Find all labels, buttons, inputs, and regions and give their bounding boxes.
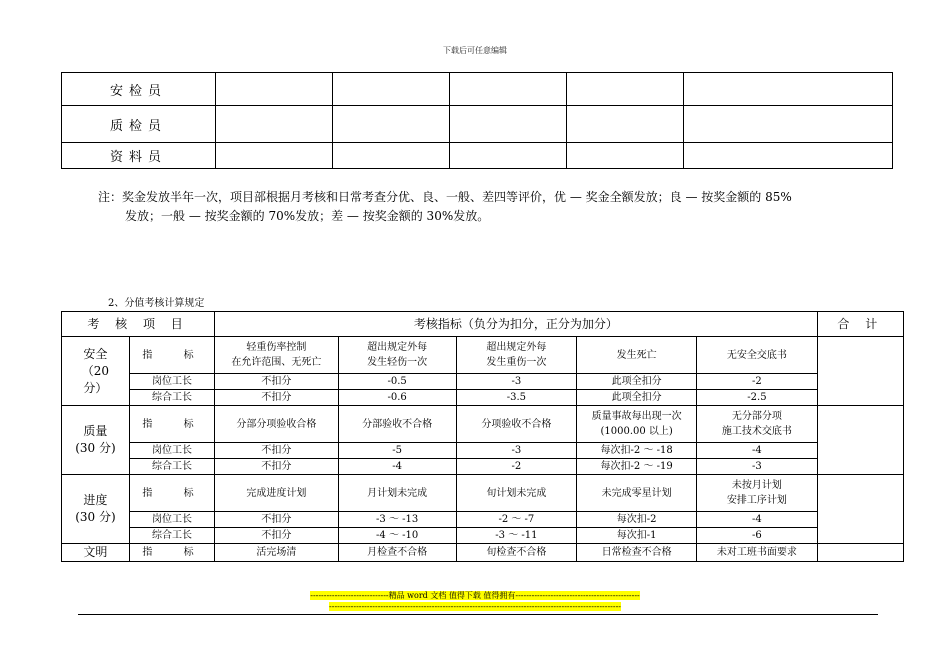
- footer-banner: [0, 591, 950, 601]
- indicator-cell: 超出规定外每 发生重伤一次: [456, 337, 576, 374]
- value-cell: -3: [456, 443, 576, 459]
- value-cell: 不扣分: [215, 512, 338, 528]
- empty-cell[interactable]: [333, 73, 450, 106]
- value-cell: 不扣分: [215, 528, 338, 544]
- total-cell[interactable]: [817, 544, 903, 562]
- empty-cell[interactable]: [216, 143, 333, 169]
- value-cell: -0.6: [338, 390, 456, 406]
- category-cell: 文明: [62, 544, 130, 562]
- header-total: 合 计: [817, 312, 903, 337]
- value-cell: 此项全扣分: [577, 390, 697, 406]
- value-cell: -3 ～ -11: [456, 528, 576, 544]
- indicator-cell: 未对工班书面要求: [697, 544, 817, 562]
- indicator-cell: 未完成零星计划: [577, 475, 697, 512]
- header-indicators: 考核指标（负分为扣分，正分为加分）: [215, 312, 817, 337]
- footer-text: -----------------------------精品 word 文档 值得下载 值得拥有----------------------------------------------: [310, 591, 640, 600]
- empty-cell[interactable]: [684, 143, 893, 169]
- value-cell: -6: [697, 528, 817, 544]
- indicator-cell: 无安全交底书: [697, 337, 817, 374]
- indicator-cell: 分部分项验收合格: [215, 406, 338, 443]
- empty-cell[interactable]: [450, 73, 567, 106]
- indicator-cell: 日常检查不合格: [577, 544, 697, 562]
- indicator-label: 指 标: [129, 475, 214, 512]
- empty-cell[interactable]: [684, 73, 893, 106]
- role-cell: 岗位工长: [129, 443, 214, 459]
- value-cell: 不扣分: [215, 443, 338, 459]
- header-item: 考 核 项 目: [62, 312, 215, 337]
- indicator-cell: 活完场清: [215, 544, 338, 562]
- section-title: 2、分值考核计算规定: [108, 298, 205, 309]
- value-cell: -3.5: [456, 390, 576, 406]
- value-cell: 不扣分: [215, 390, 338, 406]
- empty-cell[interactable]: [333, 143, 450, 169]
- indicator-label: 指 标: [129, 337, 214, 374]
- role-cell: 质检员: [62, 106, 216, 143]
- value-cell: 不扣分: [215, 374, 338, 390]
- empty-cell[interactable]: [216, 106, 333, 143]
- total-cell[interactable]: [817, 406, 903, 475]
- value-cell: 不扣分: [215, 459, 338, 475]
- empty-cell[interactable]: [567, 73, 684, 106]
- indicator-cell: 旬计划未完成: [456, 475, 576, 512]
- value-cell: -4 ～ -10: [338, 528, 456, 544]
- value-cell: -2.5: [697, 390, 817, 406]
- indicator-cell: 未按月计划 安排工序计划: [697, 475, 817, 512]
- indicator-cell: 超出规定外每 发生轻伤一次: [338, 337, 456, 374]
- roles-table: [61, 72, 893, 169]
- bonus-note: [98, 188, 888, 226]
- value-cell: -2: [697, 374, 817, 390]
- empty-cell[interactable]: [216, 73, 333, 106]
- value-cell: 每次扣-1: [577, 528, 697, 544]
- value-cell: -2: [456, 459, 576, 475]
- page-header: 下载后可任意编辑: [443, 46, 507, 55]
- empty-cell[interactable]: [450, 106, 567, 143]
- indicator-cell: 月检查不合格: [338, 544, 456, 562]
- scoring-table: [61, 311, 904, 562]
- value-cell: -0.5: [338, 374, 456, 390]
- indicator-cell: 轻重伤率控制 在允许范围、无死亡: [215, 337, 338, 374]
- footer-banner: [0, 602, 950, 612]
- value-cell: 每次扣-2 ～ -18: [577, 443, 697, 459]
- empty-cell[interactable]: [567, 106, 684, 143]
- indicator-label: 指 标: [129, 544, 214, 562]
- value-cell: 此项全扣分: [577, 374, 697, 390]
- role-cell: 综合工长: [129, 390, 214, 406]
- indicator-cell: 分项验收不合格: [456, 406, 576, 443]
- footer-divider: [78, 614, 878, 615]
- value-cell: 每次扣-2 ～ -19: [577, 459, 697, 475]
- empty-cell[interactable]: [684, 106, 893, 143]
- role-cell: 综合工长: [129, 528, 214, 544]
- value-cell: -2 ～ -7: [456, 512, 576, 528]
- indicator-cell: 分部验收不合格: [338, 406, 456, 443]
- value-cell: -3: [697, 459, 817, 475]
- indicator-cell: 无分部分项 施工技术交底书: [697, 406, 817, 443]
- indicator-cell: 月计划未完成: [338, 475, 456, 512]
- note-line: 注：奖金发放半年一次，项目部根据月考核和日常考查分优、良、一般、差四等评价，优 — 奖金全额发放；良 — 按奖金额的 85%: [98, 190, 792, 204]
- empty-cell[interactable]: [567, 143, 684, 169]
- indicator-cell: 质量事故每出现一次 (1000.00 以上): [577, 406, 697, 443]
- empty-cell[interactable]: [333, 106, 450, 143]
- footer-text: ------------------------------------------------------------------------------------------------------------: [329, 602, 621, 611]
- indicator-cell: 旬检查不合格: [456, 544, 576, 562]
- role-cell: 综合工长: [129, 459, 214, 475]
- role-cell: 安检员: [62, 73, 216, 106]
- category-cell: 进度 (30 分): [62, 475, 130, 544]
- value-cell: 每次扣-2: [577, 512, 697, 528]
- value-cell: -3 ～ -13: [338, 512, 456, 528]
- total-cell[interactable]: [817, 337, 903, 406]
- value-cell: -3: [456, 374, 576, 390]
- indicator-label: 指 标: [129, 406, 214, 443]
- role-cell: 资料员: [62, 143, 216, 169]
- indicator-cell: 完成进度计划: [215, 475, 338, 512]
- empty-cell[interactable]: [450, 143, 567, 169]
- note-line: 发放；一般 — 按奖金额的 70%发放；差 — 按奖金额的 30%发放。: [125, 209, 490, 223]
- indicator-cell: 发生死亡: [577, 337, 697, 374]
- value-cell: -4: [338, 459, 456, 475]
- value-cell: -5: [338, 443, 456, 459]
- value-cell: -4: [697, 512, 817, 528]
- role-cell: 岗位工长: [129, 374, 214, 390]
- category-cell: 质量 (30 分): [62, 406, 130, 475]
- value-cell: -4: [697, 443, 817, 459]
- role-cell: 岗位工长: [129, 512, 214, 528]
- total-cell[interactable]: [817, 475, 903, 544]
- category-cell: 安全 （20 分）: [62, 337, 130, 406]
